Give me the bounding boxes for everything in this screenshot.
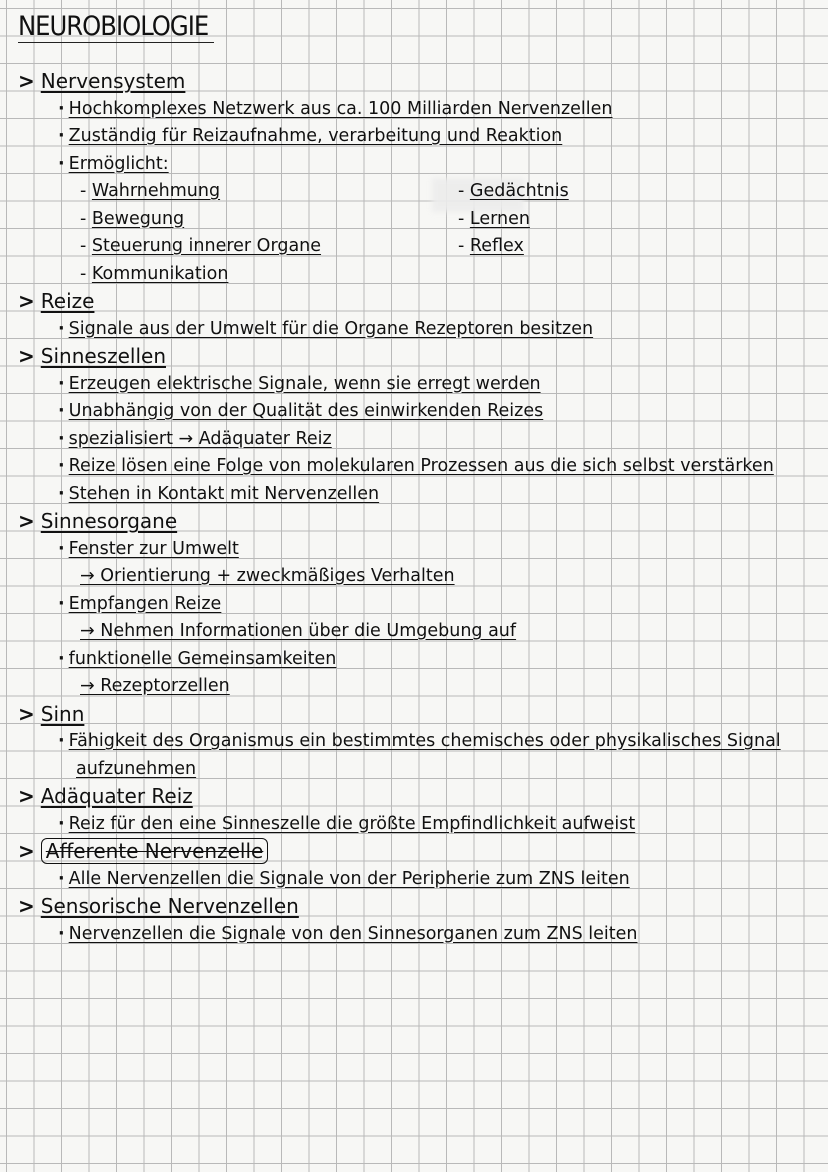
list-item: → Nehmen Informationen über die Umgebung auf: [80, 621, 517, 641]
section-nervensystem: [18, 68, 823, 288]
bullet-item: · Erzeugen elektrische Signale, wenn sie erregt werden: [18, 371, 823, 399]
section-reize: [18, 288, 823, 343]
section-heading: > Adäquater Reiz: [18, 784, 193, 808]
list-item: → Orientierung + zweckmäßiges Verhalten: [80, 566, 455, 586]
section-sinn: [18, 701, 823, 784]
section-heading: > Sensorische Nervenzellen: [18, 894, 299, 918]
bullet-item: · Nervenzellen die Signale von den Sinnesorganen zum ZNS leiten: [18, 921, 823, 949]
section-adaequater-reiz: [18, 783, 823, 838]
bullet-item: · Hochkomplexes Netzwerk aus ca. 100 Milliarden Nervenzellen: [18, 96, 823, 124]
bullet-item: · Signale aus der Umwelt für die Organe Rezeptoren besitzen: [18, 316, 823, 344]
arrow-marker-icon: >: [18, 701, 35, 726]
bullet-item: · Reiz für den eine Sinneszelle die größte Empfindlichkeit aufweist: [18, 811, 823, 839]
bullet-item: · Stehen in Kontakt mit Nervenzellen: [18, 481, 823, 509]
section-afferente-nervenzelle: [18, 838, 823, 893]
bullet-item: · Zuständig für Reizaufnahme, verarbeitung und Reaktion: [18, 123, 823, 151]
notes-content: [18, 68, 823, 948]
bullet-item: · Empfangen Reize: [18, 591, 823, 619]
bullet-item: · Alle Nervenzellen die Signale von der Peripherie zum ZNS leiten: [18, 866, 823, 894]
arrow-marker-icon: >: [18, 839, 35, 863]
section-heading: > Nervensystem: [18, 69, 186, 93]
bullet-item: · Fähigkeit des Organismus ein bestimmtes chemisches oder physikalisches Signal aufzunehmen: [18, 728, 823, 783]
list-item: - Bewegung - Lernen: [80, 208, 530, 229]
page-title: NEUROBIOLOGIE: [18, 12, 214, 43]
arrow-marker-icon: >: [18, 894, 35, 918]
bullet-item: · Reize lösen eine Folge von molekularen Prozessen aus die sich selbst verstärken: [18, 453, 823, 481]
section-sinneszellen: [18, 343, 823, 508]
section-heading: > Sinn: [18, 701, 85, 726]
bullet-item: · Fenster zur Umwelt: [18, 536, 823, 564]
arrow-marker-icon: >: [18, 784, 35, 808]
bullet-item: · spezialisiert → Adäquater Reiz: [18, 426, 823, 454]
list-item: - Kommunikation: [80, 263, 229, 284]
list-item: - Wahrnehmung - Gedächtnis: [80, 181, 569, 201]
arrow-marker-icon: >: [18, 509, 35, 533]
bullet-item: · Ermöglicht:: [18, 151, 823, 179]
section-sensorische-nervenzellen: [18, 893, 823, 948]
section-heading: > Reize: [18, 289, 95, 313]
section-heading: > Afferente Nervenzelle: [18, 838, 823, 866]
arrow-marker-icon: >: [18, 69, 35, 93]
bullet-item: · Unabhängig von der Qualität des einwirkenden Reizes: [18, 398, 823, 426]
arrow-marker-icon: >: [18, 344, 35, 368]
list-item: → Rezeptorzellen: [80, 676, 230, 696]
list-item: - Steuerung innerer Organe - Reflex: [80, 236, 524, 256]
bullet-item: · funktionelle Gemeinsamkeiten: [18, 646, 823, 674]
arrow-marker-icon: >: [18, 289, 35, 313]
section-heading: > Sinneszellen: [18, 344, 166, 368]
section-sinnesorgane: [18, 508, 823, 701]
section-heading: > Sinnesorgane: [18, 509, 178, 533]
